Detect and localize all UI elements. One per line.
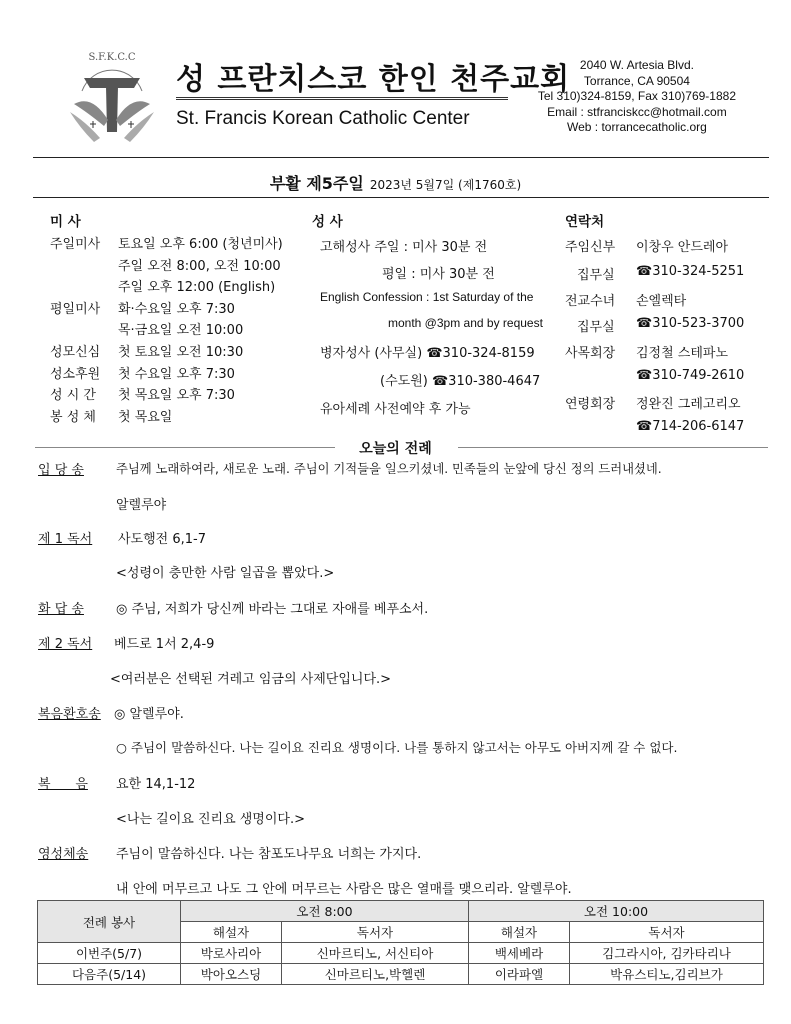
sister-role: 전교수녀 <box>565 294 616 309</box>
sister-phone-row <box>636 316 744 331</box>
week-cell: 이번주(5/7) <box>38 943 181 964</box>
email: Email : stfranciskcc@hotmail.com <box>547 104 727 119</box>
reading1-summary: <성령이 충만한 사람 일곱을 뽑았다.> <box>116 566 335 581</box>
mass2-header: 오전 10:00 <box>469 901 764 922</box>
office-phone: 310-324-5251 <box>652 264 745 279</box>
alleluia-label: 복음환호송 <box>38 707 101 722</box>
church-contact-info <box>538 58 736 136</box>
liturgy-divider-right <box>458 447 768 448</box>
council-phone-row <box>636 368 744 383</box>
mass-label: 봉 성 체 <box>50 409 96 425</box>
sick-label: 병자성사 (사무실) <box>320 346 423 361</box>
lector-header: 독서자 <box>570 922 764 943</box>
issue-divider <box>33 197 769 198</box>
reading1-reference: 사도행전 6,1-7 <box>118 532 207 547</box>
mass-time: 첫 목요일 <box>118 409 173 425</box>
entrance-antiphon-2: 알렐루야 <box>116 498 167 513</box>
mass-heading: 미 사 <box>50 214 81 230</box>
logo-lettering: S.F.K.C.C <box>88 52 136 63</box>
phone-icon: ☎ <box>431 374 449 389</box>
lector-cell: 박유스티노,김리브가 <box>570 964 764 985</box>
church-title-korean: 성 프란치스코 한인 천주교회 <box>176 62 571 97</box>
phone-icon: ☎ <box>426 346 443 361</box>
lector-cell: 신마르티노, 서신티아 <box>282 943 469 964</box>
mass-label: 평일미사 <box>50 301 101 317</box>
sister-name: 손엘렉타 <box>636 294 687 309</box>
title-divider <box>176 97 508 100</box>
phone-fax: Tel 310)324-8159, Fax 310)769-1882 <box>537 89 736 103</box>
communion-antiphon: 주님이 말씀하신다. 나는 참포도나무요 너희는 가지다. <box>116 847 422 862</box>
mass-time: 첫 수요일 오후 7:30 <box>118 366 235 382</box>
office-role: 집무실 <box>577 268 615 283</box>
council-name: 김정철 스테파노 <box>636 346 729 361</box>
table-title: 전례 봉사 <box>38 901 181 943</box>
sick-phone: 310-324-8159 <box>442 346 535 361</box>
lector-header: 독서자 <box>282 922 469 943</box>
communion-antiphon-2: 내 안에 머무르고 나도 그 안에 머무르는 사람은 많은 열매를 맺으리라. 알렐루야. <box>116 882 572 897</box>
issue-date: 2023년 5월7일 (제1760호) <box>369 178 522 192</box>
responsorial-psalm: ◎ 주님, 저희가 당신께 바라는 그대로 자애를 베푸소서. <box>116 602 429 617</box>
commentator-cell: 박아오스딩 <box>181 964 282 985</box>
council-role: 사목회장 <box>565 346 616 361</box>
table-row <box>38 943 764 964</box>
issue-title <box>0 171 791 194</box>
alleluia-verse: ○ 주님이 말씀하신다. 나는 길이요 진리요 생명이다. 나를 통하지 않고서는 아무도 아버지께 갈 수 없다. <box>116 740 678 755</box>
entrance-antiphon: 주님께 노래하여라, 새로운 노래. 주님이 기적들을 일으키셨네. 민족들의 눈앞에 당신 정의 드러내셨네. <box>116 462 662 476</box>
mass-time: 주일 오후 12:00 (English) <box>118 280 276 296</box>
commentator-header: 해설자 <box>181 922 282 943</box>
psalm-label: 화 답 송 <box>38 602 84 617</box>
mass-time: 첫 목요일 오후 7:30 <box>118 388 235 404</box>
commentator-cell: 이라파엘 <box>469 964 570 985</box>
church-title-english: St. Francis Korean Catholic Center <box>176 108 470 129</box>
contacts-heading: 연락처 <box>565 214 605 230</box>
mass-time: 주일 오전 8:00, 오전 10:00 <box>118 258 281 274</box>
office-phone-row <box>636 264 744 279</box>
mass-time: 목·금요일 오전 10:00 <box>118 323 244 339</box>
assoc-phone: 714-206-6147 <box>652 419 745 434</box>
website: Web : torrancecatholic.org <box>567 120 707 134</box>
commentator-cell: 박로사리아 <box>181 943 282 964</box>
english-confession-1: English Confession : 1st Saturday of the <box>320 290 534 304</box>
phone-icon: ☎ <box>636 264 653 279</box>
assoc-role: 연령회장 <box>565 397 616 412</box>
lector-cell: 신마르티노,박헬렌 <box>282 964 469 985</box>
phone-icon: ☎ <box>636 419 653 434</box>
convent-label: (수도원) <box>380 374 428 389</box>
pastor-name: 이창우 안드레아 <box>636 240 729 255</box>
mass1-header: 오전 8:00 <box>181 901 469 922</box>
lector-cell: 김그라시아, 김카타리나 <box>570 943 764 964</box>
church-logo <box>62 46 162 146</box>
reading1-label: 제 1 독서 <box>38 532 93 547</box>
assoc-name: 정완진 그레고리오 <box>636 397 741 412</box>
liturgy-ministers-table <box>37 900 764 985</box>
phone-icon: ☎ <box>636 316 653 331</box>
reading2-label: 제 2 독서 <box>38 637 93 652</box>
english-confession-2: month @3pm and by request <box>388 316 543 330</box>
mass-label: 성 시 간 <box>50 388 96 404</box>
reading2-summary: <여러분은 선택된 겨레고 임금의 사제단입니다.> <box>110 672 392 687</box>
infant-baptism: 유아세례 사전예약 후 가능 <box>320 402 471 417</box>
confession-sunday: 고해성사 주일 : 미사 30분 전 <box>320 240 488 255</box>
communion-label: 영성체송 <box>38 847 89 862</box>
convent-contact <box>380 370 540 389</box>
convent-phone: 310-380-4647 <box>448 374 541 389</box>
sacraments-heading: 성 사 <box>312 214 343 230</box>
confession-weekday: 평일 : 미사 30분 전 <box>382 267 495 282</box>
pastor-role: 주임신부 <box>565 240 616 255</box>
mass-time: 첫 토요일 오전 10:30 <box>118 344 244 360</box>
mass-label: 성소후원 <box>50 366 101 382</box>
mass-label: 주일미사 <box>50 237 101 252</box>
mass-label: 성모신심 <box>50 344 101 360</box>
mass-time: 화·수요일 오후 7:30 <box>118 301 235 317</box>
gospel-summary: <나는 길이요 진리요 생명이다.> <box>116 812 306 827</box>
mass-time: 토요일 오후 6:00 (청년미사) <box>118 237 283 252</box>
liturgy-heading: 오늘의 전례 <box>359 441 432 457</box>
commentator-cell: 백세베라 <box>469 943 570 964</box>
sunday-name: 부활 제5주일 <box>269 174 364 193</box>
alleluia-response: ◎ 알렐루야. <box>114 707 184 722</box>
address-line1: 2040 W. Artesia Blvd. <box>579 58 694 72</box>
address-line2: Torrance, CA 90504 <box>583 73 690 88</box>
mass-schedule <box>50 234 283 428</box>
table-row <box>38 964 764 985</box>
reading2-reference: 베드로 1서 2,4-9 <box>114 637 215 652</box>
assoc-phone-row <box>636 419 744 434</box>
phone-icon: ☎ <box>636 368 653 383</box>
gospel-reference: 요한 14,1-12 <box>116 777 196 792</box>
sister-office-phone: 310-523-3700 <box>652 316 745 331</box>
entrance-label: 입 당 송 <box>38 463 84 478</box>
sister-office-role: 집무실 <box>577 320 615 335</box>
header-divider <box>33 157 769 158</box>
sick-sacrament <box>320 342 535 361</box>
commentator-header: 해설자 <box>469 922 570 943</box>
council-phone: 310-749-2610 <box>652 368 745 383</box>
gospel-label: 복 음 <box>38 777 88 792</box>
week-cell: 다음주(5/14) <box>38 964 181 985</box>
